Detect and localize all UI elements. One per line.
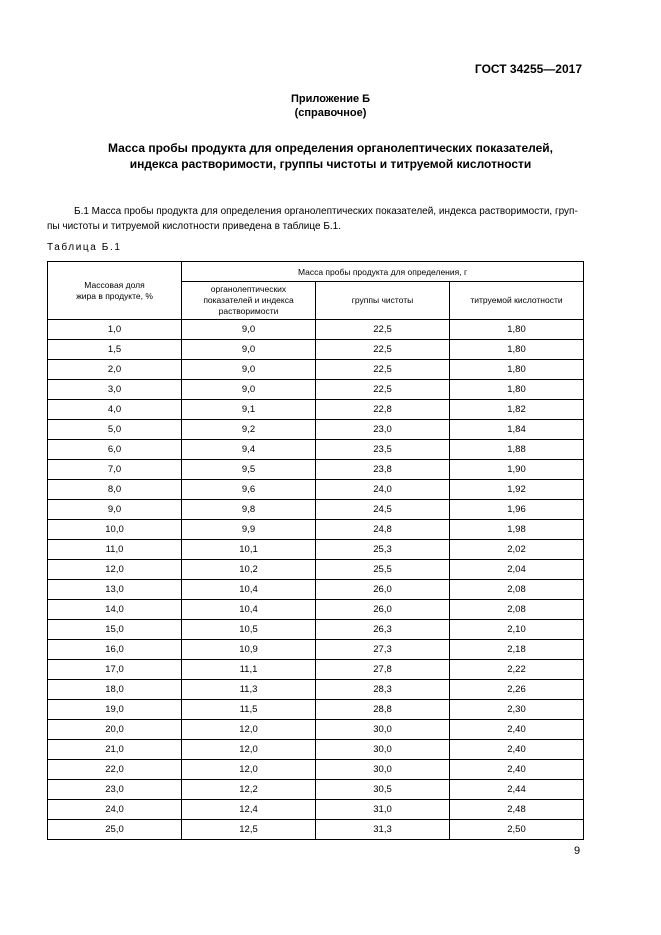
- cell-fat-fraction: 12,0: [48, 560, 182, 580]
- cell-organoleptic-mass: 9,0: [182, 340, 316, 360]
- cell-organoleptic-mass: 11,3: [182, 680, 316, 700]
- cell-purity-mass: 23,8: [316, 460, 450, 480]
- table-row: [48, 520, 584, 540]
- cell-organoleptic-mass: 12,2: [182, 780, 316, 800]
- cell-purity-mass: 31,0: [316, 800, 450, 820]
- table-row: [48, 720, 584, 740]
- cell-purity-mass: 27,8: [316, 660, 450, 680]
- appendix-title: Приложение Б: [290, 93, 371, 105]
- cell-fat-fraction: 7,0: [48, 460, 182, 480]
- cell-fat-fraction: 8,0: [48, 480, 182, 500]
- section-title-line: индекса растворимости, группы чистоты и титруемой кислотности: [129, 157, 532, 171]
- cell-acidity-mass: 1,98: [450, 520, 584, 540]
- cell-acidity-mass: 1,80: [450, 380, 584, 400]
- cell-purity-mass: 30,5: [316, 780, 450, 800]
- cell-fat-fraction: 1,5: [48, 340, 182, 360]
- cell-acidity-mass: 2,40: [450, 740, 584, 760]
- cell-purity-mass: 25,5: [316, 560, 450, 580]
- cell-acidity-mass: 1,80: [450, 360, 584, 380]
- cell-organoleptic-mass: 11,5: [182, 700, 316, 720]
- cell-fat-fraction: 15,0: [48, 620, 182, 640]
- cell-organoleptic-mass: 10,2: [182, 560, 316, 580]
- table-row: [48, 740, 584, 760]
- header-sample-mass: Масса пробы продукта для определения, г: [182, 262, 584, 282]
- cell-purity-mass: 22,8: [316, 400, 450, 420]
- cell-acidity-mass: 2,40: [450, 720, 584, 740]
- cell-fat-fraction: 22,0: [48, 760, 182, 780]
- cell-acidity-mass: 2,50: [450, 820, 584, 840]
- cell-organoleptic-mass: 10,4: [182, 580, 316, 600]
- body-paragraph: [47, 204, 582, 234]
- cell-organoleptic-mass: 10,1: [182, 540, 316, 560]
- cell-purity-mass: 28,8: [316, 700, 450, 720]
- mass-table: [47, 261, 584, 840]
- table-row: [48, 640, 584, 660]
- cell-fat-fraction: 25,0: [48, 820, 182, 840]
- cell-acidity-mass: 2,40: [450, 760, 584, 780]
- cell-purity-mass: 22,5: [316, 320, 450, 340]
- cell-acidity-mass: 1,84: [450, 420, 584, 440]
- cell-acidity-mass: 1,88: [450, 440, 584, 460]
- table-row: [48, 700, 584, 720]
- cell-purity-mass: 22,5: [316, 380, 450, 400]
- cell-organoleptic-mass: 9,0: [182, 320, 316, 340]
- cell-organoleptic-mass: 9,9: [182, 520, 316, 540]
- cell-acidity-mass: 2,02: [450, 540, 584, 560]
- table-row: [48, 800, 584, 820]
- cell-fat-fraction: 21,0: [48, 740, 182, 760]
- table-row: [48, 440, 584, 460]
- cell-organoleptic-mass: 12,0: [182, 740, 316, 760]
- table-row: [48, 600, 584, 620]
- cell-fat-fraction: 11,0: [48, 540, 182, 560]
- cell-organoleptic-mass: 9,5: [182, 460, 316, 480]
- cell-fat-fraction: 1,0: [48, 320, 182, 340]
- table-row: [48, 820, 584, 840]
- table-row: [48, 460, 584, 480]
- cell-organoleptic-mass: 9,4: [182, 440, 316, 460]
- cell-acidity-mass: 1,82: [450, 400, 584, 420]
- cell-acidity-mass: 1,80: [450, 340, 584, 360]
- header-fat-fraction: Массовая доля жира в продукте, %: [48, 262, 182, 320]
- cell-acidity-mass: 1,92: [450, 480, 584, 500]
- cell-fat-fraction: 19,0: [48, 700, 182, 720]
- cell-organoleptic-mass: 12,5: [182, 820, 316, 840]
- document-code: ГОСТ 34255—2017: [474, 62, 582, 76]
- cell-purity-mass: 26,3: [316, 620, 450, 640]
- cell-fat-fraction: 18,0: [48, 680, 182, 700]
- header-titratable-acidity: титруемой кислотности: [450, 282, 584, 320]
- cell-fat-fraction: 17,0: [48, 660, 182, 680]
- cell-organoleptic-mass: 9,0: [182, 360, 316, 380]
- cell-purity-mass: 23,0: [316, 420, 450, 440]
- cell-purity-mass: 26,0: [316, 600, 450, 620]
- cell-acidity-mass: 2,30: [450, 700, 584, 720]
- table-row: [48, 580, 584, 600]
- paragraph-line: Б.1 Масса пробы продукта для определения органолептических показателей, индекса растворимости, груп-: [74, 206, 578, 217]
- table-row: [48, 540, 584, 560]
- cell-fat-fraction: 9,0: [48, 500, 182, 520]
- cell-purity-mass: 22,5: [316, 340, 450, 360]
- cell-fat-fraction: 13,0: [48, 580, 182, 600]
- cell-purity-mass: 25,3: [316, 540, 450, 560]
- table-row: [48, 500, 584, 520]
- cell-fat-fraction: 3,0: [48, 380, 182, 400]
- table-row: [48, 380, 584, 400]
- cell-fat-fraction: 24,0: [48, 800, 182, 820]
- table-row: [48, 360, 584, 380]
- cell-acidity-mass: 2,04: [450, 560, 584, 580]
- cell-organoleptic-mass: 9,2: [182, 420, 316, 440]
- table-row: [48, 480, 584, 500]
- cell-purity-mass: 24,0: [316, 480, 450, 500]
- page-number: 9: [574, 845, 581, 857]
- cell-purity-mass: 26,0: [316, 580, 450, 600]
- cell-organoleptic-mass: 10,5: [182, 620, 316, 640]
- cell-organoleptic-mass: 12,0: [182, 720, 316, 740]
- cell-acidity-mass: 2,08: [450, 600, 584, 620]
- cell-organoleptic-mass: 10,4: [182, 600, 316, 620]
- cell-purity-mass: 30,0: [316, 760, 450, 780]
- cell-acidity-mass: 2,44: [450, 780, 584, 800]
- appendix-heading: [0, 92, 661, 120]
- cell-organoleptic-mass: 9,1: [182, 400, 316, 420]
- cell-fat-fraction: 6,0: [48, 440, 182, 460]
- table-row: [48, 420, 584, 440]
- cell-fat-fraction: 20,0: [48, 720, 182, 740]
- table-caption: Таблица Б.1: [47, 242, 122, 253]
- cell-organoleptic-mass: 11,1: [182, 660, 316, 680]
- cell-fat-fraction: 16,0: [48, 640, 182, 660]
- cell-purity-mass: 30,0: [316, 740, 450, 760]
- cell-organoleptic-mass: 9,8: [182, 500, 316, 520]
- cell-acidity-mass: 2,26: [450, 680, 584, 700]
- paragraph-line: пы чистоты и титруемой кислотности приведена в таблице Б.1.: [47, 221, 342, 232]
- cell-acidity-mass: 1,96: [450, 500, 584, 520]
- cell-fat-fraction: 23,0: [48, 780, 182, 800]
- cell-acidity-mass: 1,80: [450, 320, 584, 340]
- cell-fat-fraction: 2,0: [48, 360, 182, 380]
- cell-purity-mass: 24,8: [316, 520, 450, 540]
- cell-organoleptic-mass: 12,0: [182, 760, 316, 780]
- table-row: [48, 320, 584, 340]
- table-row: [48, 780, 584, 800]
- cell-purity-mass: 28,3: [316, 680, 450, 700]
- cell-acidity-mass: 2,18: [450, 640, 584, 660]
- cell-purity-mass: 27,3: [316, 640, 450, 660]
- cell-fat-fraction: 14,0: [48, 600, 182, 620]
- cell-acidity-mass: 2,48: [450, 800, 584, 820]
- cell-organoleptic-mass: 12,4: [182, 800, 316, 820]
- cell-fat-fraction: 4,0: [48, 400, 182, 420]
- table-row: [48, 620, 584, 640]
- cell-acidity-mass: 2,10: [450, 620, 584, 640]
- table-row: [48, 400, 584, 420]
- cell-purity-mass: 22,5: [316, 360, 450, 380]
- table-row: [48, 760, 584, 780]
- header-purity-group: группы чистоты: [316, 282, 450, 320]
- table-row: [48, 660, 584, 680]
- cell-fat-fraction: 10,0: [48, 520, 182, 540]
- cell-organoleptic-mass: 9,0: [182, 380, 316, 400]
- cell-purity-mass: 23,5: [316, 440, 450, 460]
- cell-acidity-mass: 2,22: [450, 660, 584, 680]
- header-organoleptic: органолептических показателей и индекса растворимости: [182, 282, 316, 320]
- table-row: [48, 680, 584, 700]
- appendix-subtitle: (справочное): [294, 107, 367, 119]
- cell-fat-fraction: 5,0: [48, 420, 182, 440]
- section-title-line: Масса пробы продукта для определения органолептических показателей,: [108, 141, 553, 155]
- table-row: [48, 560, 584, 580]
- cell-purity-mass: 31,3: [316, 820, 450, 840]
- cell-acidity-mass: 2,08: [450, 580, 584, 600]
- table-row: [48, 340, 584, 360]
- cell-acidity-mass: 1,90: [450, 460, 584, 480]
- section-title: [0, 140, 661, 172]
- cell-organoleptic-mass: 9,6: [182, 480, 316, 500]
- cell-purity-mass: 24,5: [316, 500, 450, 520]
- cell-purity-mass: 30,0: [316, 720, 450, 740]
- cell-organoleptic-mass: 10,9: [182, 640, 316, 660]
